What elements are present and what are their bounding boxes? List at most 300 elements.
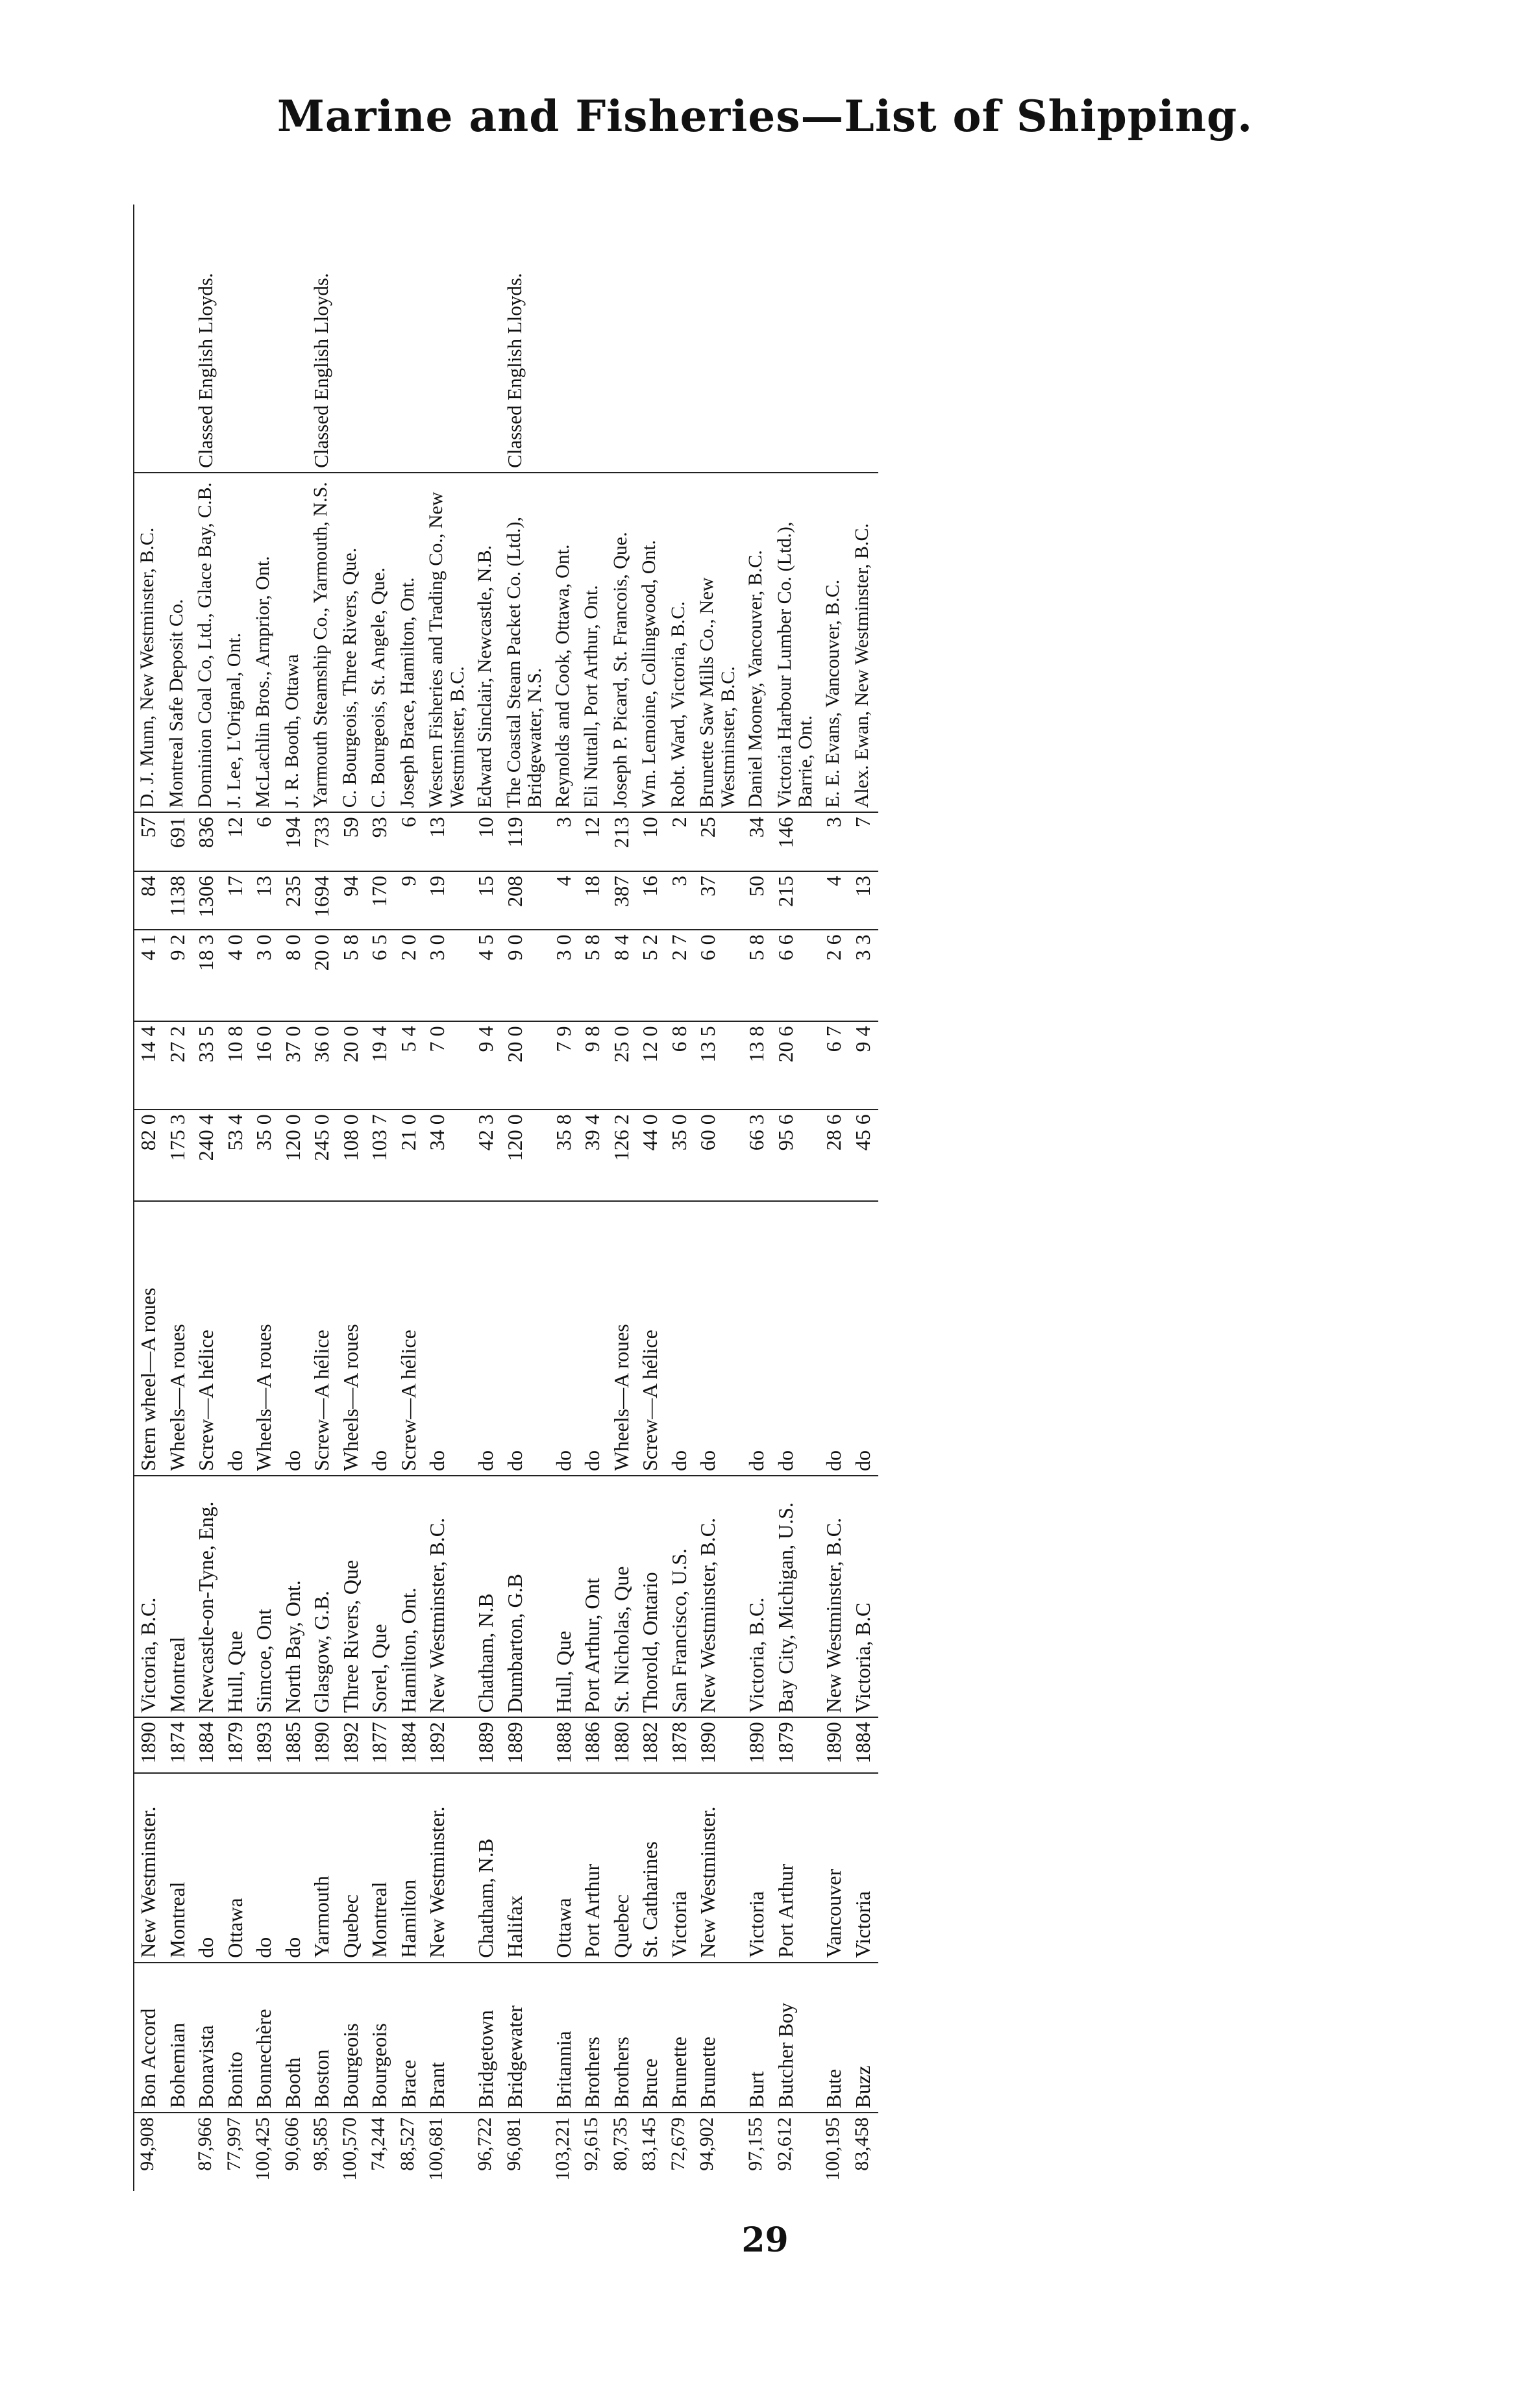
owner-cell: The Coastal Steam Packet Co. (Ltd.), Bridgewater, N.S. xyxy=(501,473,550,812)
gross-tonnage-cell: 170 xyxy=(365,871,395,930)
table-row xyxy=(608,205,637,2191)
breadth-cell: 5 4 xyxy=(395,1021,424,1110)
owner-cell: Edward Sinclair, Newcastle, N.B. xyxy=(472,473,501,812)
gross-tonnage-cell: 235 xyxy=(279,871,308,930)
year-built-cell: 1892 xyxy=(337,1717,366,1773)
owner-cell: Montreal Safe Deposit Co. xyxy=(164,473,193,812)
propulsion-cell: do xyxy=(849,1201,878,1476)
shipping-register-table xyxy=(133,205,878,2191)
port-of-registry-cell: do xyxy=(192,1773,221,1963)
registered-tonnage-cell: 59 xyxy=(337,812,366,871)
table-row xyxy=(134,205,164,2191)
vessel-name-cell: Britannia xyxy=(550,1963,579,2113)
owner-cell: J. Lee, L'Orignal, Ont. xyxy=(221,473,251,812)
depth-cell: 9 0 xyxy=(501,930,550,1021)
registered-tonnage-cell: 3 xyxy=(550,812,579,871)
place-built-cell: Hull, Que xyxy=(550,1476,579,1717)
breadth-cell: 20 6 xyxy=(772,1021,821,1110)
depth-cell: 20 0 xyxy=(308,930,337,1021)
official-number-cell: 77,997 xyxy=(223,2117,245,2171)
owner-cell: D. J. Munn, New Westminster, B.C. xyxy=(134,473,164,812)
official-number-cell xyxy=(164,2113,193,2191)
breadth-cell: 14 4 xyxy=(134,1021,164,1110)
remarks-cell xyxy=(820,205,849,473)
port-of-registry-cell: Victoria xyxy=(849,1773,878,1963)
remarks-cell xyxy=(636,205,665,473)
depth-cell: 3 0 xyxy=(423,930,472,1021)
owner-cell: E. E. Evans, Vancouver, B.C. xyxy=(820,473,849,812)
depth-cell: 8 4 xyxy=(608,930,637,1021)
length-cell: 103 7 xyxy=(365,1110,395,1201)
official-number-cell: 92,612 xyxy=(773,2117,795,2171)
table-row xyxy=(423,205,472,2191)
year-built-cell: 1884 xyxy=(849,1717,878,1773)
registered-tonnage-cell: 691 xyxy=(164,812,193,871)
length-cell: 21 0 xyxy=(395,1110,424,1201)
remarks-cell xyxy=(164,205,193,473)
propulsion-cell: do xyxy=(472,1201,501,1476)
length-cell: 108 0 xyxy=(337,1110,366,1201)
year-built-cell: 1882 xyxy=(636,1717,665,1773)
vessel-name-cell: Brothers xyxy=(578,1963,608,2113)
official-number-cell: 94,908 xyxy=(134,2113,164,2191)
remarks-cell xyxy=(743,205,772,473)
table-row xyxy=(472,205,501,2191)
table-row xyxy=(636,205,665,2191)
breadth-cell: 6 8 xyxy=(665,1021,695,1110)
remarks-cell: Classed English Lloyds. xyxy=(192,205,221,473)
port-of-registry-cell: Quebec xyxy=(337,1773,366,1963)
gross-tonnage-cell: 387 xyxy=(608,871,637,930)
length-cell: 95 6 xyxy=(772,1110,821,1201)
official-number-cell: 90,606 xyxy=(280,2117,302,2171)
registered-tonnage-cell: 6 xyxy=(395,812,424,871)
table-row xyxy=(772,205,821,2191)
year-built-cell: 1890 xyxy=(743,1717,772,1773)
gross-tonnage-cell: 4 xyxy=(550,871,579,930)
owner-cell: Joseph P. Picard, St. Francois, Que. xyxy=(608,473,637,812)
gross-tonnage-cell: 19 xyxy=(423,871,472,930)
registered-tonnage-cell: 13 xyxy=(423,812,472,871)
propulsion-cell: Screw—A hélice xyxy=(395,1201,424,1476)
registered-tonnage-cell: 213 xyxy=(608,812,637,871)
depth-cell: 2 6 xyxy=(820,930,849,1021)
length-cell: 53 4 xyxy=(221,1110,251,1201)
owner-cell: Wm. Lemoine, Collingwood, Ont. xyxy=(636,473,665,812)
depth-cell: 2 7 xyxy=(665,930,695,1021)
place-built-cell: Sorel, Que xyxy=(365,1476,395,1717)
propulsion-cell: Wheels—A roues xyxy=(608,1201,637,1476)
official-number-cell: 103,221 xyxy=(551,2117,573,2181)
place-built-cell: New Westminster, B.C. xyxy=(820,1476,849,1717)
depth-cell: 4 5 xyxy=(472,930,501,1021)
vessel-name-cell: Bon Accord xyxy=(134,1963,164,2113)
breadth-cell: 13 8 xyxy=(743,1021,772,1110)
vessel-name-cell: Brunette xyxy=(694,1963,743,2113)
port-of-registry-cell: Yarmouth xyxy=(308,1773,337,1963)
place-built-cell: New Westminster, B.C. xyxy=(694,1476,743,1717)
gross-tonnage-cell: 13 xyxy=(250,871,279,930)
length-cell: 42 3 xyxy=(472,1110,501,1201)
place-built-cell: Bay City, Michigan, U.S. xyxy=(772,1476,821,1717)
propulsion-cell: Screw—A hélice xyxy=(636,1201,665,1476)
breadth-cell: 13 5 xyxy=(694,1021,743,1110)
depth-cell: 5 2 xyxy=(636,930,665,1021)
depth-cell: 6 0 xyxy=(694,930,743,1021)
gross-tonnage-cell: 215 xyxy=(772,871,821,930)
place-built-cell: Glasgow, G.B. xyxy=(308,1476,337,1717)
depth-cell: 6 6 xyxy=(772,930,821,1021)
registered-tonnage-cell: 7 xyxy=(849,812,878,871)
official-number-cell: 96,081 xyxy=(502,2117,524,2171)
port-of-registry-cell: Victoria xyxy=(665,1773,695,1963)
propulsion-cell: do xyxy=(550,1201,579,1476)
place-built-cell: Hull, Que xyxy=(221,1476,251,1717)
year-built-cell: 1879 xyxy=(772,1717,821,1773)
length-cell: 39 4 xyxy=(578,1110,608,1201)
propulsion-cell: Wheels—A roues xyxy=(164,1201,193,1476)
year-built-cell: 1885 xyxy=(279,1717,308,1773)
owner-cell: Reynolds and Cook, Ottawa, Ont. xyxy=(550,473,579,812)
registered-tonnage-cell: 10 xyxy=(636,812,665,871)
place-built-cell: San Francisco, U.S. xyxy=(665,1476,695,1717)
year-built-cell: 1889 xyxy=(472,1717,501,1773)
table-row xyxy=(337,205,366,2191)
official-number-cell: 92,615 xyxy=(580,2117,602,2171)
remarks-cell xyxy=(578,205,608,473)
vessel-name-cell: Bonnechère xyxy=(250,1963,279,2113)
owner-cell: Yarmouth Steamship Co., Yarmouth, N.S. xyxy=(308,473,337,812)
place-built-cell: Victoria, B.C. xyxy=(743,1476,772,1717)
table-row xyxy=(164,205,193,2191)
depth-cell: 8 0 xyxy=(279,930,308,1021)
page-title: Marine and Fisheries—List of Shipping. xyxy=(277,91,1253,142)
port-of-registry-cell: St. Catharines xyxy=(636,1773,665,1963)
gross-tonnage-cell: 1138 xyxy=(164,871,193,930)
port-of-registry-cell: do xyxy=(250,1773,279,1963)
official-number-cell: 100,195 xyxy=(822,2117,844,2181)
place-built-cell: Simcoe, Ont xyxy=(250,1476,279,1717)
gross-tonnage-cell: 13 xyxy=(849,871,878,930)
official-number-cell: 83,145 xyxy=(638,2117,660,2171)
propulsion-cell: Wheels—A roues xyxy=(337,1201,366,1476)
year-built-cell: 1878 xyxy=(665,1717,695,1773)
place-built-cell: Newcastle-on-Tyne, Eng. xyxy=(192,1476,221,1717)
registered-tonnage-cell: 2 xyxy=(665,812,695,871)
remarks-cell xyxy=(221,205,251,473)
length-cell: 35 0 xyxy=(250,1110,279,1201)
vessel-name-cell: Bridgewater xyxy=(501,1963,550,2113)
length-cell: 82 0 xyxy=(134,1110,164,1201)
place-built-cell: Victoria, B.C xyxy=(849,1476,878,1717)
breadth-cell: 9 4 xyxy=(472,1021,501,1110)
length-cell: 245 0 xyxy=(308,1110,337,1201)
place-built-cell: Chatham, N.B xyxy=(472,1476,501,1717)
depth-cell: 2 0 xyxy=(395,930,424,1021)
depth-cell: 3 3 xyxy=(849,930,878,1021)
official-number-cell: 100,425 xyxy=(252,2117,274,2181)
depth-cell: 9 2 xyxy=(164,930,193,1021)
length-cell: 240 4 xyxy=(192,1110,221,1201)
port-of-registry-cell: Port Arthur xyxy=(772,1773,821,1963)
owner-cell: C. Bourgeois, Three Rivers, Que. xyxy=(337,473,366,812)
vessel-name-cell: Brothers xyxy=(608,1963,637,2113)
table-row xyxy=(221,205,251,2191)
gross-tonnage-cell: 37 xyxy=(694,871,743,930)
year-built-cell: 1892 xyxy=(423,1717,472,1773)
gross-tonnage-cell: 9 xyxy=(395,871,424,930)
port-of-registry-cell: Montreal xyxy=(164,1773,193,1963)
port-of-registry-cell: Chatham, N.B xyxy=(472,1773,501,1963)
owner-cell: McLachlin Bros., Arnprior, Ont. xyxy=(250,473,279,812)
depth-cell: 4 1 xyxy=(134,930,164,1021)
gross-tonnage-cell: 50 xyxy=(743,871,772,930)
official-number-cell: 96,722 xyxy=(474,2117,496,2171)
place-built-cell: New Westminster, B.C. xyxy=(423,1476,472,1717)
registered-tonnage-cell: 194 xyxy=(279,812,308,871)
vessel-name-cell: Buzz xyxy=(849,1963,878,2113)
vessel-name-cell: Brunette xyxy=(665,1963,695,2113)
registered-tonnage-cell: 733 xyxy=(308,812,337,871)
port-of-registry-cell: Port Arthur xyxy=(578,1773,608,1963)
vessel-name-cell: Booth xyxy=(279,1963,308,2113)
registered-tonnage-cell: 12 xyxy=(578,812,608,871)
breadth-cell: 9 8 xyxy=(578,1021,608,1110)
propulsion-cell: do xyxy=(743,1201,772,1476)
owner-cell: Brunette Saw Mills Co., New Westminster, B.C. xyxy=(694,473,743,812)
propulsion-cell: do xyxy=(772,1201,821,1476)
remarks-cell xyxy=(694,205,743,473)
breadth-cell: 12 0 xyxy=(636,1021,665,1110)
gross-tonnage-cell: 18 xyxy=(578,871,608,930)
table-row xyxy=(395,205,424,2191)
gross-tonnage-cell: 17 xyxy=(221,871,251,930)
propulsion-cell: Screw—A hélice xyxy=(308,1201,337,1476)
table-row xyxy=(308,205,337,2191)
table-row xyxy=(365,205,395,2191)
depth-cell: 4 0 xyxy=(221,930,251,1021)
official-number-cell: 94,902 xyxy=(696,2117,718,2171)
depth-cell: 3 0 xyxy=(250,930,279,1021)
port-of-registry-cell: New Westminster. xyxy=(423,1773,472,1963)
remarks-cell xyxy=(337,205,366,473)
owner-cell: J. R. Booth, Ottawa xyxy=(279,473,308,812)
port-of-registry-cell: Victoria xyxy=(743,1773,772,1963)
remarks-cell xyxy=(472,205,501,473)
year-built-cell: 1884 xyxy=(192,1717,221,1773)
registered-tonnage-cell: 25 xyxy=(694,812,743,871)
registered-tonnage-cell: 34 xyxy=(743,812,772,871)
registered-tonnage-cell: 12 xyxy=(221,812,251,871)
vessel-name-cell: Bute xyxy=(820,1963,849,2113)
remarks-cell xyxy=(395,205,424,473)
depth-cell: 5 8 xyxy=(337,930,366,1021)
year-built-cell: 1890 xyxy=(694,1717,743,1773)
depth-cell: 18 3 xyxy=(192,930,221,1021)
breadth-cell: 7 9 xyxy=(550,1021,579,1110)
vessel-name-cell: Bonito xyxy=(221,1963,251,2113)
year-built-cell: 1889 xyxy=(501,1717,550,1773)
owner-cell: Western Fisheries and Trading Co., New Westminster, B.C. xyxy=(423,473,472,812)
vessel-name-cell: Bourgeois xyxy=(337,1963,366,2113)
official-number-cell: 98,585 xyxy=(310,2117,332,2171)
year-built-cell: 1886 xyxy=(578,1717,608,1773)
port-of-registry-cell: Halifax xyxy=(501,1773,550,1963)
propulsion-cell: do xyxy=(501,1201,550,1476)
table-row xyxy=(743,205,772,2191)
table-row xyxy=(279,205,308,2191)
propulsion-cell: Wheels—A roues xyxy=(250,1201,279,1476)
owner-cell: Alex. Ewan, New Westminster, B.C. xyxy=(849,473,878,812)
gross-tonnage-cell: 84 xyxy=(134,871,164,930)
propulsion-cell: do xyxy=(221,1201,251,1476)
official-number-cell: 80,735 xyxy=(609,2117,631,2171)
place-built-cell: Hamilton, Ont. xyxy=(395,1476,424,1717)
breadth-cell: 10 8 xyxy=(221,1021,251,1110)
owner-cell: Dominion Coal Co, Ltd., Glace Bay, C.B. xyxy=(192,473,221,812)
port-of-registry-cell: New Westminster. xyxy=(134,1773,164,1963)
vessel-name-cell: Brace xyxy=(395,1963,424,2113)
breadth-cell: 20 0 xyxy=(501,1021,550,1110)
length-cell: 34 0 xyxy=(423,1110,472,1201)
year-built-cell: 1879 xyxy=(221,1717,251,1773)
port-of-registry-cell: Ottawa xyxy=(550,1773,579,1963)
table-row xyxy=(694,205,743,2191)
propulsion-cell: Screw—A hélice xyxy=(192,1201,221,1476)
official-number-cell: 72,679 xyxy=(667,2117,689,2171)
owner-cell: Joseph Brace, Hamilton, Ont. xyxy=(395,473,424,812)
port-of-registry-cell: Vancouver xyxy=(820,1773,849,1963)
year-built-cell: 1890 xyxy=(308,1717,337,1773)
remarks-cell xyxy=(550,205,579,473)
port-of-registry-cell: Quebec xyxy=(608,1773,637,1963)
vessel-name-cell: Butcher Boy xyxy=(772,1963,821,2113)
year-built-cell: 1893 xyxy=(250,1717,279,1773)
year-built-cell: 1888 xyxy=(550,1717,579,1773)
registered-tonnage-cell: 6 xyxy=(250,812,279,871)
breadth-cell: 25 0 xyxy=(608,1021,637,1110)
length-cell: 60 0 xyxy=(694,1110,743,1201)
port-of-registry-cell: Hamilton xyxy=(395,1773,424,1963)
length-cell: 66 3 xyxy=(743,1110,772,1201)
gross-tonnage-cell: 15 xyxy=(472,871,501,930)
place-built-cell: Thorold, Ontario xyxy=(636,1476,665,1717)
remarks-cell: Classed English Lloyds. xyxy=(501,205,550,473)
registered-tonnage-cell: 10 xyxy=(472,812,501,871)
breadth-cell: 6 7 xyxy=(820,1021,849,1110)
gross-tonnage-cell: 1694 xyxy=(308,871,337,930)
gross-tonnage-cell: 208 xyxy=(501,871,550,930)
place-built-cell: Dumbarton, G.B xyxy=(501,1476,550,1717)
place-built-cell: Port Arthur, Ont xyxy=(578,1476,608,1717)
page-number: 29 xyxy=(741,2220,789,2260)
registered-tonnage-cell: 93 xyxy=(365,812,395,871)
breadth-cell: 37 0 xyxy=(279,1021,308,1110)
table-row xyxy=(192,205,221,2191)
official-number-cell: 83,458 xyxy=(850,2117,872,2171)
propulsion-cell: do xyxy=(665,1201,695,1476)
breadth-cell: 9 4 xyxy=(849,1021,878,1110)
port-of-registry-cell: Montreal xyxy=(365,1773,395,1963)
registered-tonnage-cell: 119 xyxy=(501,812,550,871)
owner-cell: Victoria Harbour Lumber Co. (Ltd.), Barrie, Ont. xyxy=(772,473,821,812)
breadth-cell: 7 0 xyxy=(423,1021,472,1110)
remarks-cell xyxy=(772,205,821,473)
table-row xyxy=(550,205,579,2191)
length-cell: 175 3 xyxy=(164,1110,193,1201)
port-of-registry-cell: Ottawa xyxy=(221,1773,251,1963)
year-built-cell: 1880 xyxy=(608,1717,637,1773)
breadth-cell: 36 0 xyxy=(308,1021,337,1110)
length-cell: 35 8 xyxy=(550,1110,579,1201)
place-built-cell: Victoria, B.C. xyxy=(134,1476,164,1717)
length-cell: 120 0 xyxy=(279,1110,308,1201)
table-body xyxy=(134,205,878,2191)
place-built-cell: Montreal xyxy=(164,1476,193,1717)
propulsion-cell: do xyxy=(365,1201,395,1476)
year-built-cell: 1874 xyxy=(164,1717,193,1773)
depth-cell: 3 0 xyxy=(550,930,579,1021)
owner-cell: C. Bourgeois, St. Angele, Que. xyxy=(365,473,395,812)
gross-tonnage-cell: 16 xyxy=(636,871,665,930)
remarks-cell xyxy=(134,205,164,473)
remarks-cell: Classed English Lloyds. xyxy=(308,205,337,473)
registered-tonnage-cell: 3 xyxy=(820,812,849,871)
year-built-cell: 1884 xyxy=(395,1717,424,1773)
propulsion-cell: do xyxy=(279,1201,308,1476)
official-number-cell: 100,681 xyxy=(425,2117,447,2181)
place-built-cell: St. Nicholas, Que xyxy=(608,1476,637,1717)
table-row xyxy=(501,205,550,2191)
year-built-cell: 1890 xyxy=(820,1717,849,1773)
official-number-cell: 100,570 xyxy=(338,2117,360,2181)
vessel-name-cell: Bonavista xyxy=(192,1963,221,2113)
propulsion-cell: do xyxy=(578,1201,608,1476)
official-number-cell: 88,527 xyxy=(396,2117,418,2171)
gross-tonnage-cell: 1306 xyxy=(192,871,221,930)
gross-tonnage-cell: 94 xyxy=(337,871,366,930)
remarks-cell xyxy=(423,205,472,473)
remarks-cell xyxy=(365,205,395,473)
table-row xyxy=(250,205,279,2191)
year-built-cell: 1877 xyxy=(365,1717,395,1773)
owner-cell: Robt. Ward, Victoria, B.C. xyxy=(665,473,695,812)
propulsion-cell: do xyxy=(694,1201,743,1476)
official-number-cell: 97,155 xyxy=(745,2117,767,2171)
length-cell: 126 2 xyxy=(608,1110,637,1201)
gross-tonnage-cell: 3 xyxy=(665,871,695,930)
vessel-name-cell: Bruce xyxy=(636,1963,665,2113)
owner-cell: Eli Nuttall, Port Arthur, Ont. xyxy=(578,473,608,812)
length-cell: 44 0 xyxy=(636,1110,665,1201)
breadth-cell: 20 0 xyxy=(337,1021,366,1110)
vessel-name-cell: Bridgetown xyxy=(472,1963,501,2113)
port-of-registry-cell: New Westminster. xyxy=(694,1773,743,1963)
owner-cell: Daniel Mooney, Vancouver, B.C. xyxy=(743,473,772,812)
breadth-cell: 27 2 xyxy=(164,1021,193,1110)
table-row xyxy=(665,205,695,2191)
vessel-name-cell: Burt xyxy=(743,1963,772,2113)
depth-cell: 5 8 xyxy=(578,930,608,1021)
gross-tonnage-cell: 4 xyxy=(820,871,849,930)
table-row xyxy=(849,205,878,2191)
registered-tonnage-cell: 836 xyxy=(192,812,221,871)
shipping-register-table-rotated xyxy=(133,205,1399,2191)
propulsion-cell: do xyxy=(820,1201,849,1476)
remarks-cell xyxy=(608,205,637,473)
propulsion-cell: do xyxy=(423,1201,472,1476)
remarks-cell xyxy=(665,205,695,473)
